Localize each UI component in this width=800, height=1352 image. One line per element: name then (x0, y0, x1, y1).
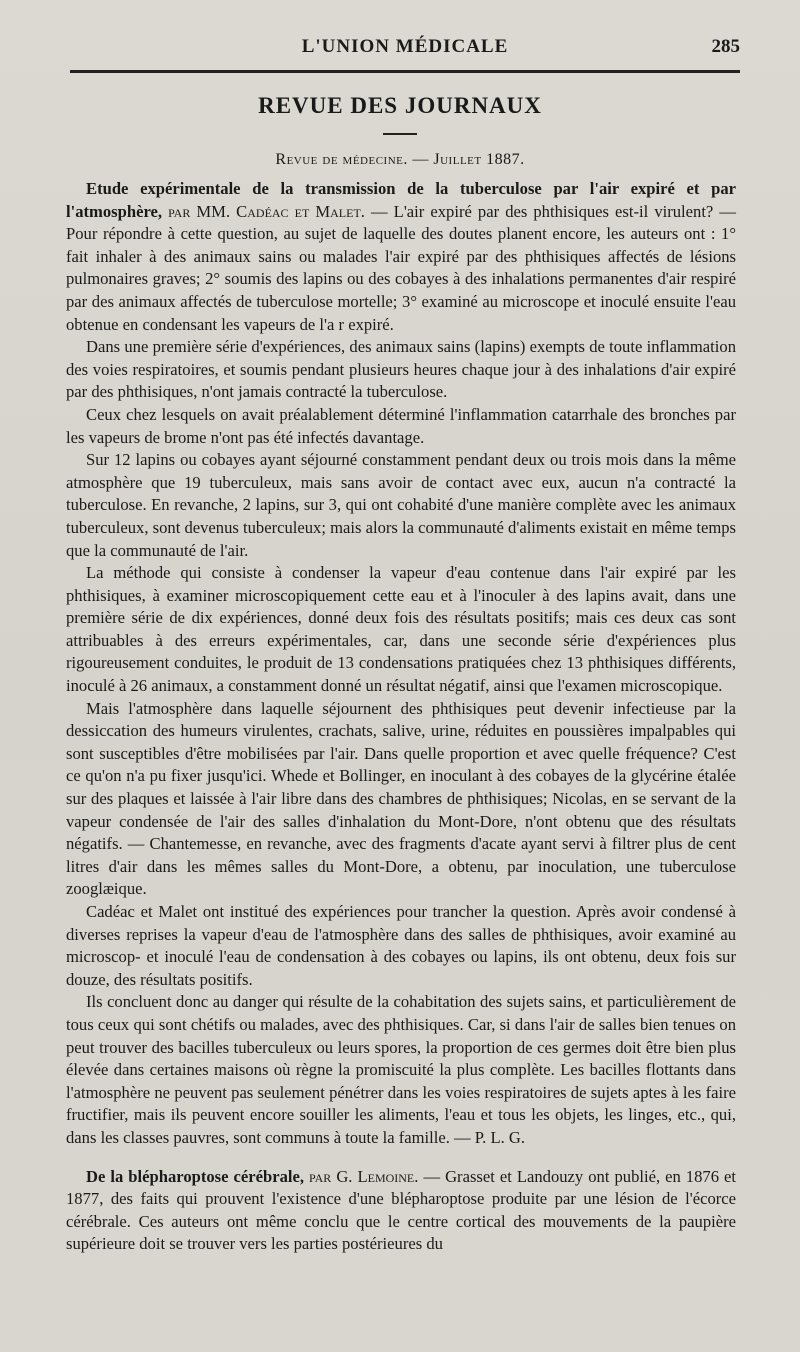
issue-separator: — (412, 151, 429, 168)
article2-text-1: — Grasset et Landouzy ont publié, en 1876 et 1877, des faits qui prouvent l'existence d'une blépharoptose produite par une lésion de l'écorce cérébrale. Ces auteurs ont même conclu que le centre cortical des mouvements de la paupière supérieure doit se trouver vers les parties postérieures du (66, 1166, 736, 1254)
title-rule (383, 133, 417, 135)
article-body (66, 178, 736, 1256)
page-number: 285 (711, 36, 740, 57)
article1-text-1: — L'air expiré par des phthisiques est-il virulent? — Pour répondre à cette question, au sujet de laquelle des doutes planent encore, les auteurs ont : 1° fait inhaler à des animaux sains ou malades l'air expiré par des phthisiques affectés de lésions pulmonaires graves; 2° soumis des lapins ou des cobayes à des inhalations permanentes d'air respiré par des animaux affectés de tuberculose mortelle; 3° examiné au microscope et inoculé ensuite l'eau obtenue en condensant les vapeurs de l'a r expiré. (66, 201, 736, 334)
article1-paragraph-3: Ceux chez lesquels on avait préalablement déterminé l'inflammation catarrhale des bronches par les vapeurs de brome n'ont pas été infectés davantage. (66, 404, 736, 447)
article1-paragraph-5: La méthode qui consiste à condenser la vapeur d'eau contenue dans l'air expiré par les phthisiques, à examiner microscopiquement cette eau et à l'inoculer à des lapins avait, dans une première série de dix expériences, donné deux fois des résultats positifs; mais ces deux cas sont attribuables à des erreurs expérimentales, car, dans une seconde série d'expériences plus rigoureusement conduites, le produit de 13 condensations pratiquées chez 13 phthisiques différents, inoculé à 26 animaux, a constamment donné un résultat négatif, ainsi que l'examen microscopique. (66, 563, 736, 696)
issue-date: Juillet 1887. (433, 151, 525, 168)
article1-byline: par MM. Cadéac et Malet. (168, 201, 365, 221)
article2-paragraph-1 (66, 1166, 736, 1256)
article1-paragraph-6: Mais l'atmosphère dans laquelle séjournent des phthisiques peut devenir infectieuse par la dessiccation des humeurs virulentes, crachats, salive, urine, réduites en poussières impalpables qui sont susceptibles d'être mobilisées par l'air. Dans quelle proportion et avec quelle fréquence? C'est ce qu'on n'a pu fixer jusqu'ici. Whede et Bollinger, en inoculant à des cobayes de la glycérine étalée sur des plaques et laissée à l'air libre dans des chambres de phthisiques; Nicolas, en se servant de la vapeur condensée de l'air des salles d'inhalation du Mont-Dore, n'ont obtenu que des résultats négatifs. — Chantemesse, en revanche, avec des fragments d'acate ayant servi à filtrer plus de cent litres d'air dans les mêmes salles du Mont-Dore, a obtenu, par inoculation, une tuberculose zooglæique. (66, 698, 736, 899)
running-head: L'UNION MÉDICALE (301, 36, 509, 57)
journal-name: Revue de médecine. (275, 151, 408, 168)
article1-paragraph-1 (66, 178, 736, 336)
article1-title: Etude expérimentale de la transmission de la tuberculose par l'air expiré et par l'atmosphère, (66, 179, 736, 221)
article1-paragraph-2: Dans une première série d'expériences, des animaux sains (lapins) exempts de toute inflammation des voies respiratoires, et soumis pendant plusieurs heures chaque jour à des inhalations d'air expiré par des phthisiques, n'ont jamais contracté la tuberculose. (66, 337, 736, 402)
header-rule (70, 70, 740, 73)
section-title: REVUE DES JOURNAUX (258, 93, 542, 118)
page-header (70, 36, 740, 76)
article2-byline: par G. Lemoine. (309, 1166, 419, 1186)
issue-line (0, 151, 800, 169)
article1-paragraph-4: Sur 12 lapins ou cobayes ayant séjourné constamment pendant deux ou trois mois dans la même atmosphère que 19 tuberculeux, mais sans avoir de contact avec eux, aucun n'a contracté la tuberculose. En revanche, 2 lapins, sur 3, qui ont cohabité d'une manière complète avec les animaux tuberculeux, sont devenus tuberculeux; mais alors la communauté d'aliments existait en même temps que la communauté de l'air. (66, 450, 736, 560)
article1-paragraph-7: Cadéac et Malet ont institué des expériences pour trancher la question. Après avoir condensé à diverses reprises la vapeur d'eau de l'atmosphère dans des salles de phthisiques, avoir examiné au microscop- et inoculé l'eau de condensation à des cobayes ou lapins, ils ont obtenu, deux fois sur douze, des résultats positifs. (66, 902, 736, 989)
article1-paragraph-8: Ils concluent donc au danger qui résulte de la cohabitation des sujets sains, et particulièrement de tous ceux qui sont chétifs ou malades, avec des phthisiques. Car, si dans l'air de salles bien tenues on peut trouver des bacilles tuberculeux ou leurs spores, la proportion de ces germes doit être bien plus élevée dans certaines maisons où règne la promiscuité la plus complète. Les bacilles flottants dans l'atmosphère ne peuvent pas seulement pénétrer dans les voies respiratoires de sujets aptes à les faire fructifier, mais ils peuvent encore souiller les aliments, l'eau et tous les objets, les linges, etc., qui, dans les classes pauvres, sont communs à toute la famille. — P. L. G. (66, 992, 736, 1147)
article2-title: De la blépharoptose cérébrale, (86, 1166, 305, 1186)
